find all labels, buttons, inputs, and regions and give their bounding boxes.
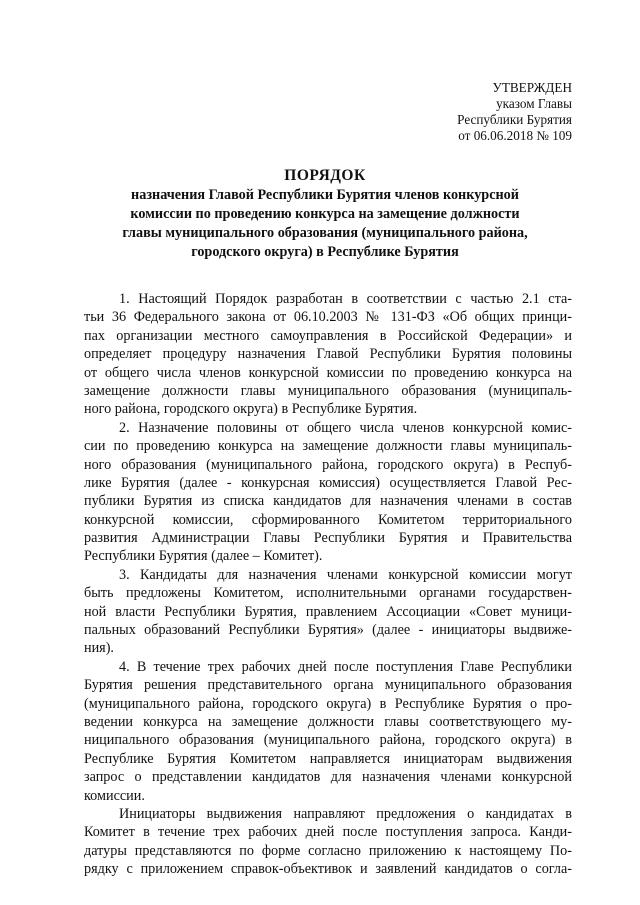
paragraph-line: быть предложены Комитетом, исполнительными органами государствен- [84, 585, 572, 602]
paragraph [84, 419, 572, 566]
paragraph-line: Инициаторы выдвижения направляют предложения о кандидатах в [119, 805, 572, 822]
approval-decree: указом Главы [496, 96, 572, 111]
document-title [90, 166, 560, 262]
paragraph-line: ного образования (муниципального района, городского округа) в Респуб- [84, 456, 572, 473]
paragraph-line: публики Бурятия из списка кандидатов для назначения членами в состав [84, 493, 572, 510]
paragraph-line: запрос о представлении кандидатов для назначения членами конкурсной [84, 769, 572, 786]
paragraph [84, 566, 572, 658]
paragraph-line: Республике Бурятия Комитетом направляется инициаторам выдвижения [84, 750, 572, 767]
paragraph-line: 1. Настоящий Порядок разработан в соответствии с частью 2.1 ста- [119, 291, 572, 307]
paragraph-line: 2. Назначение половины от общего числа членов конкурсной комис- [119, 419, 572, 436]
paragraph-line: 4. В течение трех рабочих дней после поступления Главе Республики [119, 658, 572, 675]
title-sub-line: главы муниципального образования (муниципального района, [122, 225, 528, 241]
paragraph-line: рядку с приложением справок-объективок и заявлений кандидатов о согла- [84, 861, 572, 878]
paragraph-line: Бурятия решения представительного органа муниципального образования [84, 677, 572, 694]
approval-heading: УТВЕРЖДЕН [492, 80, 572, 95]
paragraph [84, 658, 572, 805]
paragraph-line: комиссии. [84, 787, 145, 804]
paragraph-line: определяет процедуру назначения Главой Республики Бурятия половины [84, 346, 572, 363]
approval-date-number: от 06.06.2018 № 109 [458, 128, 572, 143]
paragraph-line: 3. Кандидаты для назначения членами конкурсной комиссии могут [119, 566, 572, 583]
paragraph-line: тьи 36 Федерального закона от 06.10.2003 № 131-ФЗ «Об общих принци- [84, 309, 572, 326]
paragraph-line: лике Бурятия (далее - конкурсная комиссия) осуществляется Главой Рес- [84, 474, 572, 491]
title-sub-line: комиссии по проведению конкурса на замещение должности [130, 206, 520, 222]
title-sub-line: городского округа) в Республике Бурятия [191, 244, 459, 260]
paragraph-line: ного района, городского округа) в Республике Бурятия. [84, 401, 418, 418]
paragraph-line: Комитет в течение трех рабочих дней после поступления запроса. Канди- [84, 824, 572, 841]
paragraph-line: датуры представляются по форме согласно приложению к настоящему По- [84, 842, 572, 859]
paragraph-line: ниципального образования (муниципального района, городского округа) в [84, 732, 572, 749]
paragraph-line: (муниципального района, городского округа) в Республике Бурятия о про- [84, 695, 572, 712]
paragraph-line: Республики Бурятия (далее – Комитет). [84, 548, 323, 565]
paragraph-line: пальных образований Республики Бурятия» (далее - инициаторы выдвиже- [84, 622, 572, 639]
paragraph [84, 805, 572, 879]
approval-republic: Республики Бурятия [457, 112, 572, 127]
paragraph-line: замещение должности главы муниципального образования (муниципаль- [84, 382, 572, 399]
paragraph-line: от общего числа членов конкурсной комиссии по проведению конкурса на [84, 364, 572, 381]
paragraph-line: ведении конкурса на замещение должности главы соответствующего му- [84, 713, 572, 730]
document-body [84, 290, 572, 879]
paragraph-line: конкурсной комиссии, сформированного Комитетом территориального [84, 511, 572, 528]
paragraph [84, 290, 572, 419]
title-sub-line: назначения Главой Республики Бурятия членов конкурсной [131, 187, 519, 203]
paragraph-line: пах организации местного самоуправления в Российской Федерации» и [84, 327, 572, 344]
paragraph-line: сии по проведению конкурса на замещение должности главы муниципаль- [84, 438, 572, 455]
paragraph-line: развития Администрации Главы Республики Бурятия и Правительства [84, 530, 572, 547]
title-main: ПОРЯДОК [284, 167, 366, 184]
approval-stamp [457, 80, 572, 144]
paragraph-line: ния). [84, 640, 114, 657]
paragraph-line: ной власти Республики Бурятия, правлением Ассоциации «Совет муници- [84, 603, 572, 620]
